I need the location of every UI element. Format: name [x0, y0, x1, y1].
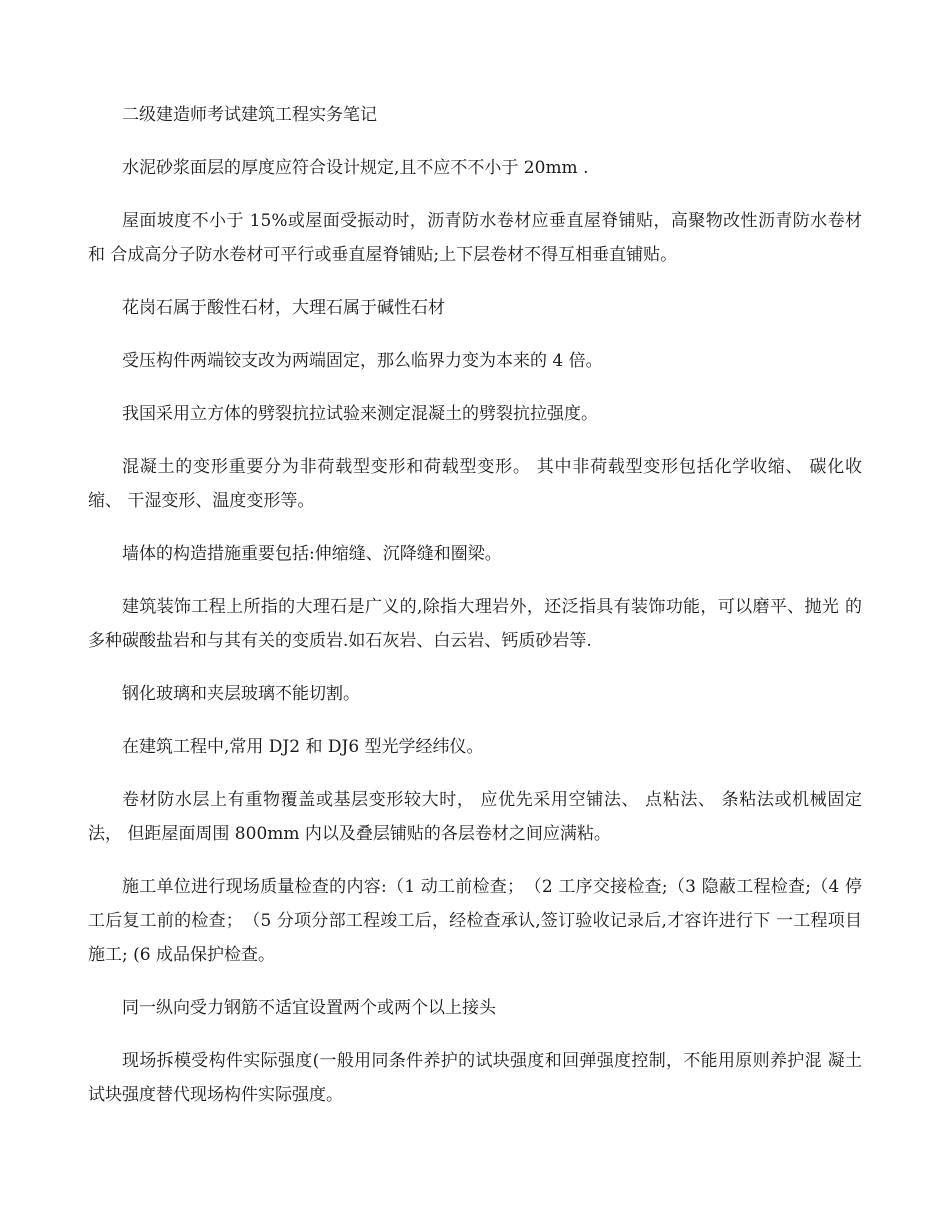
paragraph-marble-definition: 建筑装饰工程上所指的大理石是广义的,除指大理岩外，还泛指具有装饰功能，可以磨平、抛光 的多种碳酸盐岩和与其有关的变质岩.如石灰岩、白云岩、钙质砂岩等. [88, 597, 862, 651]
paragraph-rebar-joints: 同一纵向受力钢筋不适宜设置两个或两个以上接头 [122, 998, 496, 1018]
paragraph-glass-cutting: 钢化玻璃和夹层玻璃不能切割。 [122, 684, 360, 704]
document-title: 二级建造师考试建筑工程实务笔记 [122, 105, 377, 125]
paragraph-wall-measures: 墙体的构造措施重要包括:伸缩缝、沉降缝和圈梁。 [122, 544, 502, 564]
paragraph-granite-marble: 花岗石属于酸性石材，大理石属于碱性石材 [122, 298, 445, 318]
paragraph-membrane-waterproofing: 卷材防水层上有重物覆盖或基层变形较大时， 应优先采用空铺法、 点粘法、 条粘法或机械固定法， 但距屋面周围 800mm 内以及叠层铺贴的各层卷材之间应满粘。 [88, 790, 862, 844]
paragraph-roof-slope: 屋面坡度不小于 15%或屋面受振动时，沥青防水卷材应垂直屋脊铺贴，高聚物改性沥青防水卷材和 合成高分子防水卷材可平行或垂直屋脊铺贴;上下层卷材不得互相垂直铺贴。 [88, 211, 862, 265]
paragraph-splitting-tensile: 我国采用立方体的劈裂抗拉试验来测定混凝土的劈裂抗拉强度。 [122, 404, 598, 424]
paragraph-formwork-removal: 现场拆模受构件实际强度(一般用同条件养护的试块强度和回弹强度控制，不能用原则养护混 凝土试块强度替代现场构件实际强度。 [88, 1051, 862, 1105]
paragraph-theodolite: 在建筑工程中,常用 DJ2 和 DJ6 型光学经纬仪。 [122, 737, 484, 757]
paragraph-cement-mortar: 水泥砂浆面层的厚度应符合设计规定,且不应不不小于 20mm . [122, 158, 589, 178]
paragraph-critical-force: 受压构件两端铰支改为两端固定，那么临界力变为本来的 4 倍。 [122, 351, 603, 371]
paragraph-concrete-deformation: 混凝土的变形重要分为非荷载型变形和荷载型变形。 其中非荷载型变形包括化学收缩、 碳化收缩、 干湿变形、温度变形等。 [88, 457, 862, 511]
paragraph-quality-inspection: 施工单位进行现场质量检查的内容:（1 动工前检查； （2 工序交接检查;（3 隐蔽工程检查;（4 停工后复工前的检查； （5 分项分部工程竣工后，经检查承认,签订验收记录后,才容许进行下 一工程项目施工; (6 成品保护检查。 [88, 877, 862, 965]
